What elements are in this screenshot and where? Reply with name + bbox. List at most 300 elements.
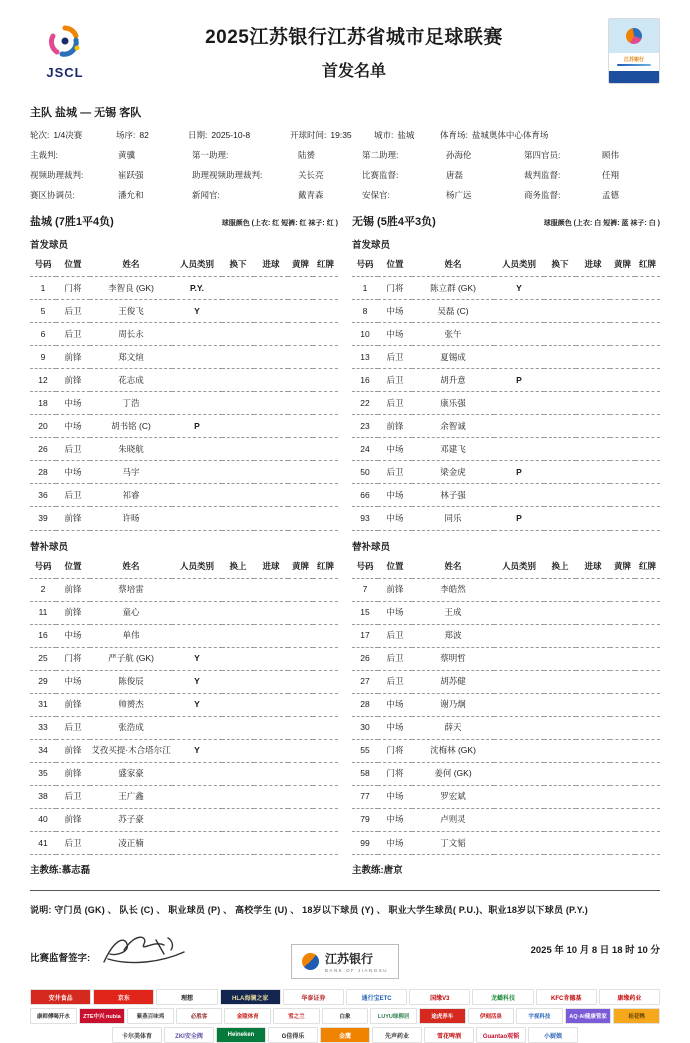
sub-off-cell xyxy=(222,484,254,507)
away-kit-colors: 球服颜色 (上衣: 白 短裤: 蓝 袜子: 白 ) xyxy=(543,220,660,227)
red-card-cell xyxy=(313,716,338,739)
table-row xyxy=(30,323,338,346)
table-row xyxy=(352,624,660,647)
player-category xyxy=(494,647,544,670)
sponsor-logo: G佳得乐 xyxy=(268,1027,318,1043)
player-position: 中场 xyxy=(386,722,404,733)
player-number: 16 xyxy=(360,374,370,385)
page-subtitle: 首发名单 xyxy=(321,62,386,80)
player-position: 前锋 xyxy=(64,584,82,595)
player-number: 36 xyxy=(38,489,48,500)
info-pair: 轮次: 1/4决赛 xyxy=(30,130,83,140)
player-position: 后卫 xyxy=(386,630,404,641)
yellow-card-cell xyxy=(610,693,635,716)
sponsor-logo: 必胜客 xyxy=(176,1008,223,1024)
player-position: 中场 xyxy=(64,420,82,431)
away-team-section xyxy=(352,213,660,876)
player-name: 蔡培雷 xyxy=(118,584,144,595)
player-name: 花志成 xyxy=(118,374,144,385)
player-category: P xyxy=(516,512,522,523)
player-category xyxy=(494,484,544,507)
column-header: 黄牌 xyxy=(613,259,631,269)
sub-off-cell xyxy=(222,461,254,484)
sub-off-cell xyxy=(222,415,254,438)
bank-name: 江苏银行 xyxy=(324,952,373,967)
sponsor-logo: ZKI安全阀 xyxy=(164,1027,214,1043)
yellow-card-cell xyxy=(610,323,635,346)
player-position: 中场 xyxy=(386,489,404,500)
player-name: 康乐强 xyxy=(440,397,466,408)
table-row xyxy=(30,415,338,438)
player-name: 郑文煊 xyxy=(118,351,144,362)
column-header: 换下 xyxy=(551,259,569,269)
goals-cell xyxy=(576,346,610,369)
column-header: 进球 xyxy=(262,259,280,269)
player-category xyxy=(172,346,222,369)
player-category: P xyxy=(516,374,522,385)
goals-cell xyxy=(576,392,610,415)
yellow-card-cell xyxy=(288,507,313,530)
home-subs-table xyxy=(30,555,338,856)
column-header: 位置 xyxy=(64,560,82,571)
red-card-cell xyxy=(635,808,660,831)
red-card-cell xyxy=(635,739,660,762)
player-number: 23 xyxy=(360,420,370,431)
table-row xyxy=(30,277,338,300)
table-row xyxy=(352,369,660,392)
yellow-card-cell xyxy=(610,808,635,831)
player-position: 前锋 xyxy=(386,584,404,595)
red-card-cell xyxy=(635,369,660,392)
player-number: 35 xyxy=(38,768,48,779)
player-name: 盛家豪 xyxy=(118,768,144,779)
goals-cell xyxy=(576,323,610,346)
player-category xyxy=(494,438,544,461)
player-position: 前锋 xyxy=(64,699,82,710)
red-card-cell xyxy=(313,762,338,785)
bank-logo xyxy=(291,944,399,979)
player-category xyxy=(172,369,222,392)
player-number: 99 xyxy=(360,837,370,848)
player-name: 陈俊辰 xyxy=(118,676,144,687)
player-position: 中场 xyxy=(386,791,404,802)
yellow-card-cell xyxy=(610,670,635,693)
sub-on-cell xyxy=(222,624,254,647)
sponsor-logo: 途虎养车 xyxy=(419,1008,466,1024)
player-number: 66 xyxy=(360,489,370,500)
player-number: 28 xyxy=(38,466,48,477)
player-number: 13 xyxy=(360,351,370,362)
red-card-cell xyxy=(313,438,338,461)
red-card-cell xyxy=(635,785,660,808)
sub-off-cell xyxy=(544,507,576,530)
sponsor-logo: 桂花鸭 xyxy=(613,1008,660,1024)
player-name: 罗宏斌 xyxy=(440,791,466,802)
table-row xyxy=(30,601,338,624)
goals-cell xyxy=(576,461,610,484)
player-number: 38 xyxy=(38,791,48,802)
red-card-cell xyxy=(635,461,660,484)
player-number: 55 xyxy=(360,745,370,756)
column-header: 红牌 xyxy=(638,560,656,571)
player-name: 沈梅林 (GK) xyxy=(430,745,476,756)
report-datetime: 2025 年 10 月 8 日 18 时 10 分 xyxy=(530,945,660,957)
sponsor-row-2 xyxy=(30,1008,660,1024)
tournament-badge xyxy=(608,18,660,84)
yellow-card-cell xyxy=(288,716,313,739)
sub-on-cell xyxy=(544,716,576,739)
table-row xyxy=(352,601,660,624)
sub-on-cell xyxy=(544,832,576,855)
sub-on-cell xyxy=(222,808,254,831)
matchup-line: 主队 盐城 — 无锡 客队 xyxy=(30,107,142,119)
player-position: 后卫 xyxy=(64,305,82,316)
player-number: 1 xyxy=(40,282,46,293)
yellow-card-cell xyxy=(288,323,313,346)
red-card-cell xyxy=(635,392,660,415)
player-position: 后卫 xyxy=(64,722,82,733)
player-number: 20 xyxy=(38,420,48,431)
red-card-cell xyxy=(635,693,660,716)
player-number: 26 xyxy=(360,653,370,664)
player-category xyxy=(172,808,222,831)
yellow-card-cell xyxy=(288,578,313,601)
yellow-card-cell xyxy=(610,832,635,855)
sponsor-logo: 金鹰 xyxy=(320,1027,370,1043)
table-row xyxy=(352,461,660,484)
sponsor-logo: Guantao观韬 xyxy=(476,1027,526,1043)
yellow-card-cell xyxy=(288,277,313,300)
sub-on-cell xyxy=(544,601,576,624)
player-position: 中场 xyxy=(386,607,404,618)
yellow-card-cell xyxy=(610,762,635,785)
sub-off-cell xyxy=(222,438,254,461)
goals-cell xyxy=(254,601,288,624)
player-position: 后卫 xyxy=(386,466,404,477)
goals-cell xyxy=(576,578,610,601)
player-position: 前锋 xyxy=(386,420,404,431)
player-category xyxy=(172,438,222,461)
away-starters-label: 首发球员 xyxy=(352,240,391,251)
column-header: 人员类别 xyxy=(501,259,536,269)
goals-cell xyxy=(254,415,288,438)
goals-cell xyxy=(254,484,288,507)
away-subs-header-row xyxy=(352,555,660,579)
red-card-cell xyxy=(313,808,338,831)
red-card-cell xyxy=(313,624,338,647)
sponsor-row-1 xyxy=(30,989,660,1005)
player-category xyxy=(172,461,222,484)
supervisor-signature-block xyxy=(30,930,245,970)
goals-cell xyxy=(254,323,288,346)
goals-cell xyxy=(254,392,288,415)
goals-cell xyxy=(576,739,610,762)
red-card-cell xyxy=(313,461,338,484)
player-category xyxy=(494,624,544,647)
sponsor-logo: 伊刻活泉 xyxy=(468,1008,515,1024)
player-position: 后卫 xyxy=(64,443,82,454)
sub-on-cell xyxy=(544,578,576,601)
player-name: 姜何 (GK) xyxy=(434,768,472,779)
player-category: Y xyxy=(194,305,200,316)
red-card-cell xyxy=(635,762,660,785)
sub-off-cell xyxy=(222,346,254,369)
column-header: 黄牌 xyxy=(291,259,309,269)
player-position: 前锋 xyxy=(64,512,82,523)
player-number: 50 xyxy=(360,466,370,477)
goals-cell xyxy=(254,624,288,647)
player-position: 后卫 xyxy=(386,676,404,687)
player-category: P xyxy=(194,420,200,431)
goals-cell xyxy=(576,785,610,808)
yellow-card-cell xyxy=(288,647,313,670)
table-row xyxy=(30,716,338,739)
sub-on-cell xyxy=(222,601,254,624)
yellow-card-cell xyxy=(610,369,635,392)
home-kit-colors: 球服颜色 (上衣: 红 短裤: 红 袜子: 红 ) xyxy=(221,220,338,227)
column-header: 进球 xyxy=(262,560,280,571)
goals-cell xyxy=(254,808,288,831)
column-header: 姓名 xyxy=(444,259,462,269)
sponsor-logo: 宇视科技 xyxy=(516,1008,563,1024)
info-pair: 体育场: 盐城奥体中心体育场 xyxy=(440,130,549,140)
info-pair: 开球时间: 19:35 xyxy=(290,130,352,140)
sub-off-cell xyxy=(222,277,254,300)
player-number: 28 xyxy=(360,699,370,710)
legend-note: 说明: 守门员 (GK) 、 队长 (C) 、 职业球员 (P) 、 高校学生 (U) 、 18岁以下球员 (Y) 、 职业大学生球员( P.U.)、职业18岁以下球员 (P.Y.) xyxy=(30,890,660,916)
table-row xyxy=(352,323,660,346)
red-card-cell xyxy=(635,832,660,855)
player-category: P.Y. xyxy=(189,282,205,293)
away-starters-header-row xyxy=(352,253,660,277)
player-name: 凌正楠 xyxy=(118,837,144,848)
player-category: Y xyxy=(194,676,200,687)
player-position: 后卫 xyxy=(386,351,404,362)
sponsor-logo: 先声药业 xyxy=(372,1027,422,1043)
sub-on-cell xyxy=(544,647,576,670)
yellow-card-cell xyxy=(610,392,635,415)
player-number: 11 xyxy=(38,607,48,618)
player-position: 前锋 xyxy=(64,745,82,756)
player-category xyxy=(494,578,544,601)
player-name: 严子航 (GK) xyxy=(108,653,154,664)
yellow-card-cell xyxy=(610,601,635,624)
sponsor-logo: 龙蟠科技 xyxy=(472,989,533,1005)
red-card-cell xyxy=(313,578,338,601)
red-card-cell xyxy=(313,300,338,323)
goals-cell xyxy=(254,716,288,739)
player-name: 夏锡成 xyxy=(440,351,466,362)
column-header: 黄牌 xyxy=(291,560,309,571)
column-header: 换上 xyxy=(229,560,247,571)
goals-cell xyxy=(254,461,288,484)
player-position: 中场 xyxy=(386,512,404,523)
yellow-card-cell xyxy=(610,716,635,739)
sub-off-cell xyxy=(222,300,254,323)
player-number: 12 xyxy=(38,374,48,385)
sub-on-cell xyxy=(544,624,576,647)
yellow-card-cell xyxy=(610,300,635,323)
column-header: 号码 xyxy=(356,560,374,571)
red-card-cell xyxy=(635,438,660,461)
red-card-cell xyxy=(313,277,338,300)
player-name: 吴磊 (C) xyxy=(437,305,469,316)
player-category xyxy=(494,601,544,624)
player-name: 单伟 xyxy=(122,630,140,641)
sponsor-logo: 通行宝ETC xyxy=(346,989,407,1005)
column-header: 位置 xyxy=(386,560,404,571)
player-position: 中场 xyxy=(386,328,404,339)
player-category xyxy=(494,762,544,785)
badge-footer-strip xyxy=(609,71,659,83)
home-team-header xyxy=(30,213,338,229)
red-card-cell xyxy=(313,415,338,438)
table-row xyxy=(30,300,338,323)
player-name: 薛天 xyxy=(444,722,462,733)
player-position: 前锋 xyxy=(64,374,82,385)
yellow-card-cell xyxy=(288,392,313,415)
column-header: 进球 xyxy=(584,560,602,571)
bank-swirl-icon xyxy=(302,953,319,970)
badge-swirl-icon xyxy=(626,28,642,44)
table-row xyxy=(352,578,660,601)
goals-cell xyxy=(254,438,288,461)
yellow-card-cell xyxy=(610,624,635,647)
table-row xyxy=(352,484,660,507)
badge-bank-text: 江苏银行 xyxy=(609,53,659,71)
away-coach: 主教练:唐京 xyxy=(352,865,403,877)
player-category: Y xyxy=(194,699,200,710)
goals-cell xyxy=(576,484,610,507)
player-category xyxy=(494,670,544,693)
away-subs-label: 替补球员 xyxy=(352,541,391,553)
table-row xyxy=(30,392,338,415)
player-number: 10 xyxy=(360,328,370,339)
table-row xyxy=(30,808,338,831)
table-row xyxy=(30,484,338,507)
player-category xyxy=(172,762,222,785)
bank-name-english: BANK OF JIANGSU xyxy=(324,968,388,974)
home-starters-header-row xyxy=(30,253,338,277)
sub-off-cell xyxy=(544,300,576,323)
player-number: 22 xyxy=(360,397,370,408)
red-card-cell xyxy=(635,323,660,346)
sponsor-logo: 白象 xyxy=(322,1008,369,1024)
goals-cell xyxy=(576,277,610,300)
sponsor-logo: 紫燕百味鸡 xyxy=(127,1008,174,1024)
sub-off-cell xyxy=(222,392,254,415)
signature-icon xyxy=(94,930,189,970)
player-number: 24 xyxy=(360,443,370,454)
player-name: 王俊飞 xyxy=(118,305,144,316)
player-position: 中场 xyxy=(386,814,404,825)
red-card-cell xyxy=(635,484,660,507)
player-position: 门将 xyxy=(64,653,82,664)
yellow-card-cell xyxy=(610,647,635,670)
player-category xyxy=(172,832,222,855)
player-name: 许旸 xyxy=(122,512,140,523)
sub-off-cell xyxy=(544,369,576,392)
sub-off-cell xyxy=(544,415,576,438)
player-name: 祁睿 xyxy=(122,489,140,500)
sub-on-cell xyxy=(222,785,254,808)
sub-on-cell xyxy=(544,670,576,693)
sub-off-cell xyxy=(544,461,576,484)
badge-emblem xyxy=(609,19,659,53)
player-category xyxy=(494,785,544,808)
player-number: 34 xyxy=(38,745,48,756)
player-position: 后卫 xyxy=(64,837,82,848)
yellow-card-cell xyxy=(610,507,635,530)
player-name: 蔡明哲 xyxy=(440,653,466,664)
player-position: 中场 xyxy=(386,305,404,316)
goals-cell xyxy=(576,670,610,693)
player-number: 77 xyxy=(360,791,370,802)
player-position: 门将 xyxy=(386,745,404,756)
player-position: 后卫 xyxy=(386,374,404,385)
goals-cell xyxy=(576,300,610,323)
table-row xyxy=(352,277,660,300)
player-number: 25 xyxy=(38,653,48,664)
player-name: 丁文韬 xyxy=(440,837,466,848)
teams-container xyxy=(30,213,660,876)
goals-cell xyxy=(576,808,610,831)
player-category xyxy=(172,507,222,530)
player-name: 丁浩 xyxy=(122,397,140,408)
table-row xyxy=(30,647,338,670)
player-category xyxy=(494,392,544,415)
table-row xyxy=(352,716,660,739)
red-card-cell xyxy=(635,300,660,323)
yellow-card-cell xyxy=(288,300,313,323)
goals-cell xyxy=(576,832,610,855)
red-card-cell xyxy=(635,647,660,670)
table-row xyxy=(352,415,660,438)
player-number: 9 xyxy=(40,351,46,362)
sub-on-cell xyxy=(222,647,254,670)
table-row xyxy=(30,507,338,530)
page-title: 2025江苏银行江苏省城市足球联赛 xyxy=(205,26,503,48)
player-number: 79 xyxy=(360,814,370,825)
red-card-cell xyxy=(635,578,660,601)
red-card-cell xyxy=(313,346,338,369)
yellow-card-cell xyxy=(288,461,313,484)
yellow-card-cell xyxy=(288,415,313,438)
column-header: 黄牌 xyxy=(613,560,631,571)
yellow-card-cell xyxy=(610,346,635,369)
away-team-header xyxy=(352,213,660,229)
yellow-card-cell xyxy=(288,601,313,624)
player-name: 王成 xyxy=(444,607,462,618)
player-position: 中场 xyxy=(64,397,82,408)
yellow-card-cell xyxy=(610,415,635,438)
table-row xyxy=(30,670,338,693)
goals-cell xyxy=(576,438,610,461)
goals-cell xyxy=(254,507,288,530)
sub-off-cell xyxy=(544,484,576,507)
column-header: 人员类别 xyxy=(501,560,536,571)
column-header: 姓名 xyxy=(122,560,140,571)
player-number: 33 xyxy=(38,722,48,733)
sponsor-logo: 雪花啤酒 xyxy=(424,1027,474,1043)
player-position: 中场 xyxy=(64,466,82,477)
yellow-card-cell xyxy=(288,438,313,461)
sub-on-cell xyxy=(544,785,576,808)
player-name: 王广鑫 xyxy=(118,791,144,802)
info-pair: 日期: 2025-10-8 xyxy=(188,130,251,140)
column-header: 位置 xyxy=(386,259,404,269)
player-category xyxy=(494,693,544,716)
